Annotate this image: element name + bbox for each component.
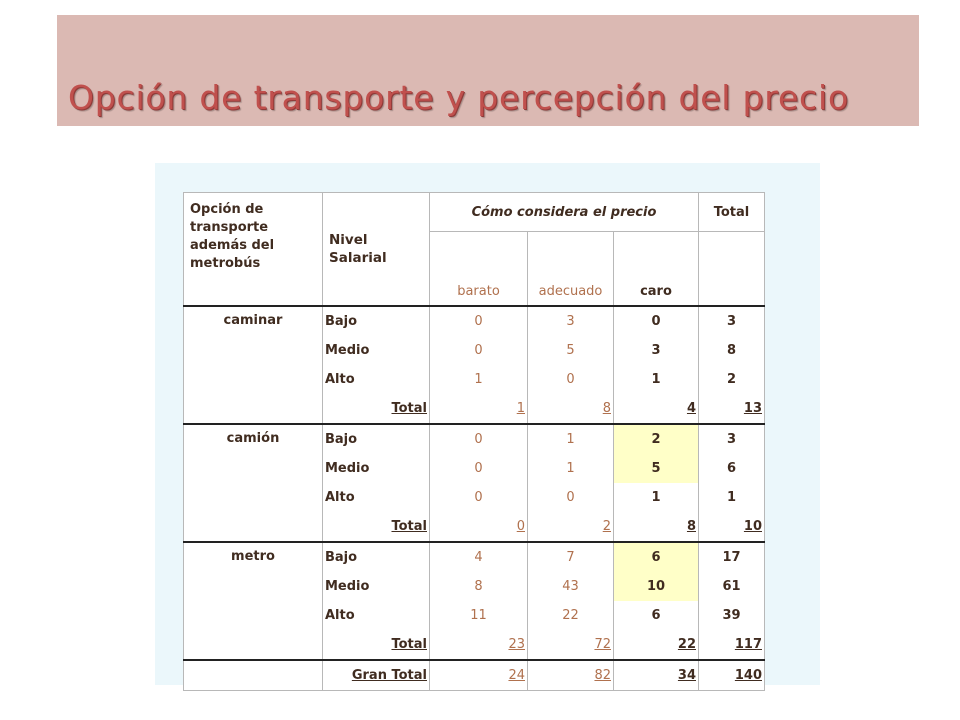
level-label: Bajo bbox=[323, 306, 430, 336]
level-label: Alto bbox=[323, 601, 430, 630]
group-total-value: 72 bbox=[528, 630, 614, 660]
value-cell: 1 bbox=[614, 483, 699, 512]
value-cell: 0 bbox=[528, 365, 614, 394]
row-total-cell: 17 bbox=[699, 542, 765, 572]
group-total-value: 4 bbox=[614, 394, 699, 424]
value-cell: 0 bbox=[528, 483, 614, 512]
header-price-group: Cómo considera el precio bbox=[430, 193, 699, 232]
level-label: Bajo bbox=[323, 542, 430, 572]
value-cell: 8 bbox=[430, 572, 528, 601]
value-cell: 1 bbox=[430, 365, 528, 394]
grand-total-row bbox=[184, 660, 765, 691]
value-cell: 1 bbox=[528, 454, 614, 483]
group-total-label: Total bbox=[323, 394, 430, 424]
header-option: Opción de transporte además del metrobús bbox=[184, 193, 323, 307]
group-total-label: Total bbox=[323, 630, 430, 660]
value-cell: 10 bbox=[614, 572, 699, 601]
grand-total-label: Gran Total bbox=[323, 660, 430, 691]
level-label: Medio bbox=[323, 454, 430, 483]
level-label: Alto bbox=[323, 365, 430, 394]
group-total-value: 8 bbox=[528, 394, 614, 424]
grand-total-value: 24 bbox=[430, 660, 528, 691]
header-total: Total bbox=[699, 193, 765, 232]
row-total-cell: 39 bbox=[699, 601, 765, 630]
row-total-cell: 3 bbox=[699, 306, 765, 336]
header-level: Nivel Salarial bbox=[323, 193, 430, 307]
value-cell: 11 bbox=[430, 601, 528, 630]
header-col-caro: caro bbox=[614, 232, 699, 307]
value-cell: 22 bbox=[528, 601, 614, 630]
value-cell: 43 bbox=[528, 572, 614, 601]
row-total-cell: 3 bbox=[699, 424, 765, 454]
value-cell: 0 bbox=[430, 424, 528, 454]
group-label: caminar bbox=[184, 306, 323, 424]
group-total-value: 0 bbox=[430, 512, 528, 542]
group-total-sum: 13 bbox=[699, 394, 765, 424]
value-cell: 2 bbox=[614, 424, 699, 454]
row-total-cell: 61 bbox=[699, 572, 765, 601]
level-label: Alto bbox=[323, 483, 430, 512]
grand-total-value: 34 bbox=[614, 660, 699, 691]
row-total-cell: 6 bbox=[699, 454, 765, 483]
grand-total-sum: 140 bbox=[699, 660, 765, 691]
group-total-sum: 117 bbox=[699, 630, 765, 660]
group-label: camión bbox=[184, 424, 323, 542]
crosstab-table bbox=[183, 192, 765, 691]
table-row bbox=[184, 424, 765, 454]
group-total-value: 2 bbox=[528, 512, 614, 542]
value-cell: 3 bbox=[528, 306, 614, 336]
group-total-value: 1 bbox=[430, 394, 528, 424]
group-label: metro bbox=[184, 542, 323, 660]
level-label: Bajo bbox=[323, 424, 430, 454]
header-total-spacer bbox=[699, 232, 765, 307]
value-cell: 7 bbox=[528, 542, 614, 572]
group-total-value: 22 bbox=[614, 630, 699, 660]
value-cell: 0 bbox=[430, 483, 528, 512]
level-label: Medio bbox=[323, 572, 430, 601]
value-cell: 1 bbox=[528, 424, 614, 454]
group-total-sum: 10 bbox=[699, 512, 765, 542]
value-cell: 6 bbox=[614, 542, 699, 572]
value-cell: 4 bbox=[430, 542, 528, 572]
row-total-cell: 2 bbox=[699, 365, 765, 394]
value-cell: 0 bbox=[430, 454, 528, 483]
grand-total-value: 82 bbox=[528, 660, 614, 691]
value-cell: 0 bbox=[614, 306, 699, 336]
header-col-adecuado: adecuado bbox=[528, 232, 614, 307]
slide-title: Opción de transporte y percepción del precio bbox=[68, 78, 849, 117]
header-col-barato: barato bbox=[430, 232, 528, 307]
row-total-cell: 1 bbox=[699, 483, 765, 512]
value-cell: 3 bbox=[614, 336, 699, 365]
value-cell: 0 bbox=[430, 306, 528, 336]
row-total-cell: 8 bbox=[699, 336, 765, 365]
value-cell: 0 bbox=[430, 336, 528, 365]
group-total-label: Total bbox=[323, 512, 430, 542]
value-cell: 5 bbox=[614, 454, 699, 483]
value-cell: 1 bbox=[614, 365, 699, 394]
group-total-value: 8 bbox=[614, 512, 699, 542]
grand-total-empty bbox=[184, 660, 323, 691]
value-cell: 5 bbox=[528, 336, 614, 365]
table-row bbox=[184, 542, 765, 572]
value-cell: 6 bbox=[614, 601, 699, 630]
table-row bbox=[184, 306, 765, 336]
level-label: Medio bbox=[323, 336, 430, 365]
group-total-value: 23 bbox=[430, 630, 528, 660]
